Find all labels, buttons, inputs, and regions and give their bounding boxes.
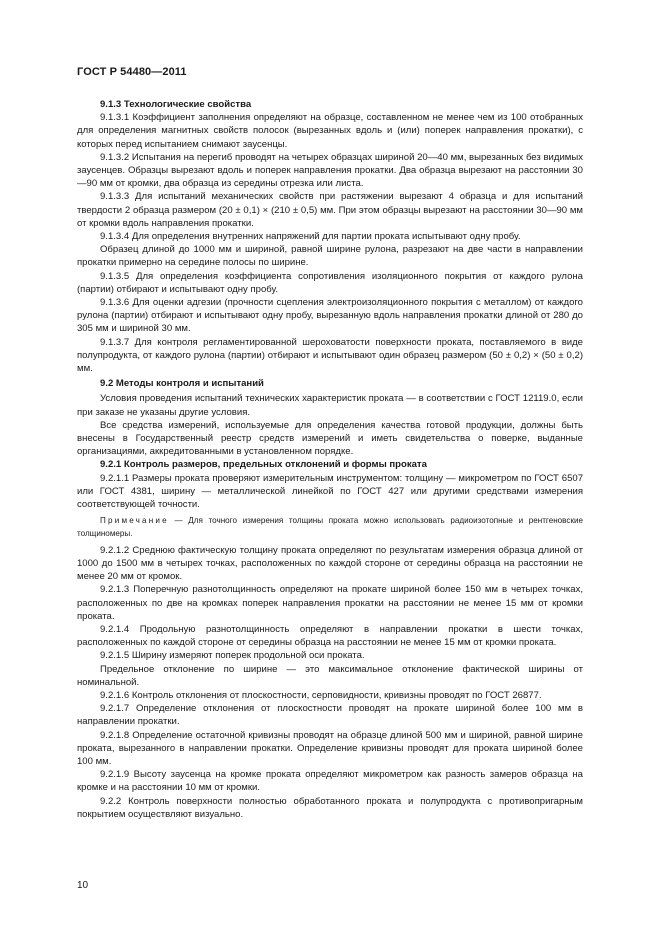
paragraph-9-1-3-6: 9.1.3.6 Для оценки адгезии (прочности сцепления электроизоляционного покрытия с металлом) от каждого рулона (партии) отбирают и испытывают одну пробу, вырезанную вдоль направления прокатки длиной от 280 до 305 мм и шириной 30 мм. xyxy=(77,297,583,335)
section-heading-9-2: 9.2 Методы контроля и испытаний xyxy=(100,378,264,390)
paragraph-9-2-1-1: 9.2.1.1 Размеры проката проверяют измерительным инструментом: толщину — микрометром по ГОСТ 6507 или ГОСТ 4381, ширину — металлической линейкой по ГОСТ 427 или другими средствами измерения соответствующей точности. xyxy=(77,472,583,511)
paragraph-9-2-1-5: 9.2.1.5 Ширину измеряют поперек продольной оси проката. xyxy=(100,650,365,662)
note xyxy=(77,515,583,539)
paragraph-9-1-3-7: 9.1.3.7 Для контроля регламентированной шероховатости поверхности проката, поставляемого в виде полупродукта, от каждого рулона (партии) отбирают и испытывают один образец размером (50 ± 0,2) × (50 ± 0,2) мм. xyxy=(77,336,583,375)
paragraph-9-1-3-3: 9.1.3.3 Для испытаний механических свойств при растяжении вырезают 4 образца и для испытаний твердости 2 образца размером (20 ± 0,1) × (210 ± 0,5) мм. При этом образцы вырезают на расстоянии 30—90 мм от кромки вдоль направления прокатки. xyxy=(77,191,583,229)
paragraph-9-1-3-5: 9.1.3.5 Для определения коэффициента сопротивления изоляционного покрытия от каждого рулона (партии) отбирают и испытывают одну пробу. xyxy=(77,270,583,295)
document-body xyxy=(77,98,583,821)
paragraph-9-2-1-9: 9.2.1.9 Высоту заусенца на кромке проката определяют микрометром как разность замеров образца на кромке и на расстоянии 10 мм от кромки. xyxy=(77,769,583,794)
note-label: Примечание xyxy=(100,516,169,526)
paragraph-9-2-1-3: 9.2.1.3 Поперечную разнотолщинность определяют на прокате шириной более 150 мм в четырех точках, расположенных по две на кромках поперек направления прокатки на расстоянии не менее 15 мм от кромки проката. xyxy=(77,584,583,622)
paragraph-test-conditions: Условия проведения испытаний технических характеристик проката — в соответствии с ГОСТ 12119.0, если при заказе не указаны другие условия. xyxy=(77,393,583,418)
paragraph-9-1-3-4: 9.1.3.4 Для определения внутренних напряжений для партии проката испытывают одну пробу. xyxy=(100,231,521,243)
paragraph-9-2-1-6: 9.2.1.6 Контроль отклонения от плоскостности, серповидности, кривизны проводят по ГОСТ 26877. xyxy=(100,689,542,701)
paragraph-9-1-3-1: 9.1.3.1 Коэффициент заполнения определяют на образце, составленном не менее чем из 100 отобранных для определения магнитных свойств полосок (вырезанных вдоль и (или) поперек направления прокатки), с которых перед испытанием снимают заусенцы. xyxy=(77,112,583,150)
paragraph-9-1-3-2: 9.1.3.2 Испытания на перегиб проводят на четырех образцах шириной 20—40 мм, вырезанных без видимых заусенцев. Образцы вырезают вдоль и поперек направления прокатки. Два образца вырезают на расстоянии 30—90 мм от кромки, два образца из середины отрезка или листа. xyxy=(77,151,583,190)
paragraph-9-2-1-2: 9.2.1.2 Среднюю фактическую толщину проката определяют по результатам измерения образца длиной от 1000 до 1500 мм в четырех точках, расположенных по каждой стороне от середины образца на расстоянии не менее 20 мм от кромок. xyxy=(77,544,583,583)
paragraph-width-deviation: Предельное отклонение по ширине — это максимальное отклонение фактической ширины от номинальной. xyxy=(77,663,583,688)
page-number: 10 xyxy=(77,880,89,891)
paragraph-sample-cut: Образец длиной до 1000 мм и шириной, равной ширине рулона, разрезают на две части в направлении прокатки примерно на середине полосы по ширине. xyxy=(77,244,583,269)
section-heading-9-1-3: 9.1.3 Технологические свойства xyxy=(100,99,252,110)
note-text: — Для точного измерения толщины проката можно использовать радиоизотопные и рентгеновские толщиномеры. xyxy=(77,516,584,538)
paragraph-9-2-2: 9.2.2 Контроль поверхности полностью обработанного проката и полупродукта с противопригарным покрытием осуществляют визуально. xyxy=(77,795,583,820)
paragraph-9-2-1-4: 9.2.1.4 Продольную разнотолщинность определяют в направлении прокатки в шести точках, расположенных по каждой стороне от середины образца на расстоянии не менее 15 мм от кромки проката. xyxy=(77,623,583,649)
section-heading-9-2-1: 9.2.1 Контроль размеров, предельных отклонений и формы проката xyxy=(100,459,427,471)
paragraph-9-2-1-7: 9.2.1.7 Определение отклонения от плоскостности проводят на прокате шириной более 100 мм в направлении прокатки. xyxy=(77,703,583,728)
document-header: ГОСТ Р 54480—2011 xyxy=(77,66,187,78)
paragraph-measurement-instruments: Все средства измерений, используемые для определения качества готовой продукции, должны быть внесены в Государственный реестр средств измерений и иметь свидетельства о поверке, выданные организациями, аккредитованными в установленном порядке. xyxy=(77,419,583,458)
paragraph-9-2-1-8: 9.2.1.8 Определение остаточной кривизны проводят на образце длиной 500 мм и шириной, равной ширине проката, вырезанного в направлении прокатки. Определение кривизны проводят для проката шириной более 100 мм. xyxy=(77,729,583,767)
